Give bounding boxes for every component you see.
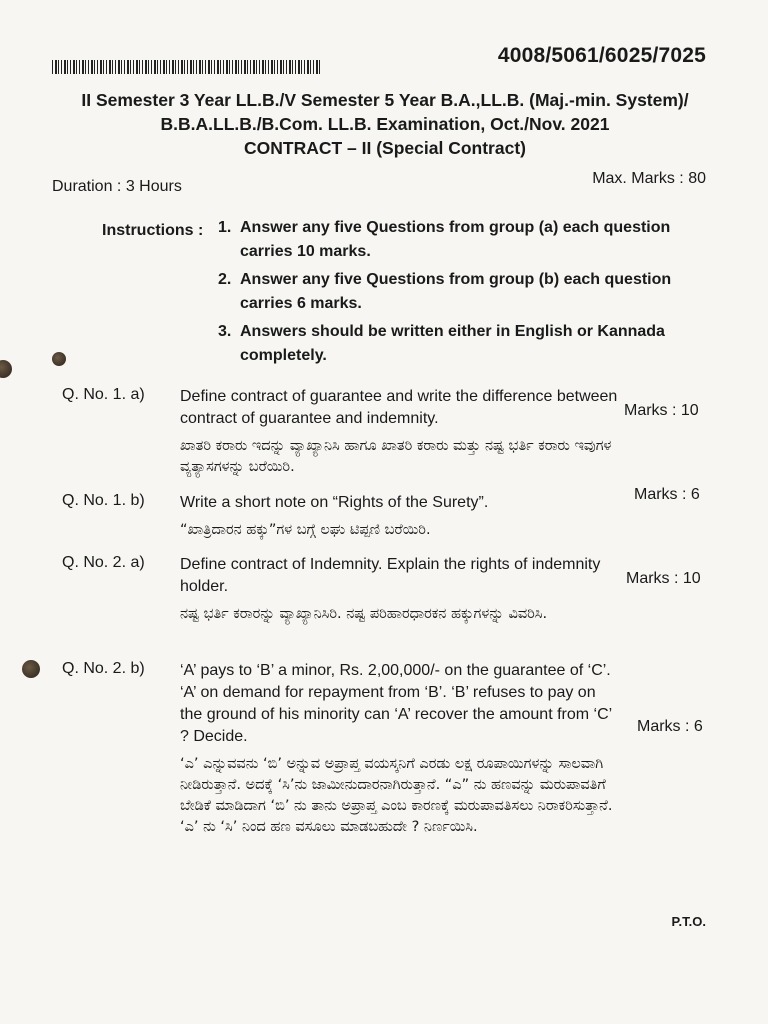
instructions-label: Instructions : (102, 222, 204, 239)
question-kannada: “ಖಾತ್ರಿದಾರನ ಹಕ್ಕು”ಗಳ ಬಗ್ಗೆ ಲಘು ಟಿಪ್ಪಣಿ ಬರೆಯಿರಿ. (180, 522, 431, 538)
exam-code: 4008/5061/6025/7025 (497, 44, 706, 67)
instruction-number: 1. (218, 219, 232, 236)
question-kannada: ‘ಎ’ ಎನ್ನುವವನು ‘ಬಿ’ ಅನ್ನುವ ಅಪ್ರಾಪ್ತ ವಯಸ್ಕನಿಗೆ ಎರಡು ಲಕ್ಷ ರೂಪಾಯಿಗಳನ್ನು ಸಾಲವಾಗಿ ನೀಡಿರುತ್ತಾನೆ. ಅದಕ್ಕೆ ‘ಸಿ’ನು ಜಾಮೀನುದಾರನಾಗಿರುತ್ತಾನೆ. “ಎ” ನು ಹಣವನ್ನು ಮರುಪಾವತಿಗೆ ಬೇಡಿಕೆ ಮಾಡಿದಾಗ ‘ಬಿ’ ನು ತಾನು ಅಪ್ರಾಪ್ತ ಎಂಬ ಕಾರಣಕ್ಕೆ ಮರುಪಾವತಿಸಲು ನಿರಾಕರಿಸುತ್ತಾನೆ. ‘ಎ’ ನು ‘ಸಿ’ ನಿಂದ ಹಣ ವಸೂಲು ಮಾಡಬಹುದೇ ? ನಿರ್ಣಯಿಸಿ. (180, 756, 613, 835)
question-english: ‘A’ pays to ‘B’ a minor, Rs. 2,00,000/- on the guarantee of ‘C’. ‘A’ on demand for repayment from ‘B’. ‘B’ refuses to pay on the ground of his minority can ‘A’ recover the amount from ‘C’ ? Decide. (180, 662, 612, 745)
question-body (180, 660, 620, 838)
question-body (180, 386, 620, 478)
instruction-number: 3. (218, 323, 232, 340)
question-number: Q. No. 2. b) (62, 660, 145, 677)
question-english: Define contract of Indemnity. Explain the rights of indemnity holder. (180, 556, 601, 595)
exam-header (40, 88, 730, 160)
question-marks: Marks : 6 (637, 718, 703, 735)
header-line-1: II Semester 3 Year LL.B./V Semester 5 Year B.A.,LL.B. (Maj.-min. System)/ (81, 90, 689, 110)
punch-hole (52, 352, 66, 366)
duration: Duration : 3 Hours (52, 178, 182, 195)
header-line-3: CONTRACT – II (Special Contract) (244, 138, 526, 158)
instruction-item (218, 320, 688, 368)
header-line-2: B.B.A.LL.B./B.Com. LL.B. Examination, Oct./Nov. 2021 (160, 114, 610, 134)
question-marks: Marks : 10 (626, 570, 701, 587)
question-english: Write a short note on “Rights of the Surety”. (180, 494, 489, 511)
punch-hole (22, 660, 40, 678)
instruction-item (218, 268, 688, 316)
question-number: Q. No. 2. a) (62, 554, 145, 571)
instruction-text: Answer any five Questions from group (a) each question carries 10 marks. (240, 219, 671, 260)
question-kannada: ನಷ್ಟ ಭರ್ತಿ ಕರಾರನ್ನು ವ್ಯಾಖ್ಯಾನಿಸಿರಿ. ನಷ್ಟ ಪರಿಹಾರಧಾರಕನ ಹಕ್ಕುಗಳನ್ನು ವಿವರಿಸಿ. (180, 606, 548, 622)
question-number: Q. No. 1. b) (62, 492, 145, 509)
punch-hole (0, 360, 12, 378)
page-turn-over: P.T.O. (671, 914, 706, 929)
instruction-number: 2. (218, 271, 232, 288)
max-marks: Max. Marks : 80 (592, 170, 706, 187)
instruction-item (218, 216, 688, 264)
question-body (180, 554, 620, 625)
question-marks: Marks : 6 (634, 486, 700, 503)
question-body (180, 492, 620, 541)
question-number: Q. No. 1. a) (62, 386, 145, 403)
question-marks: Marks : 10 (624, 402, 699, 419)
instruction-text: Answer any five Questions from group (b) each question carries 6 marks. (240, 271, 672, 312)
question-english: Define contract of guarantee and write the difference between contract of guarantee and indemnity. (180, 388, 618, 427)
question-kannada: ಖಾತರಿ ಕರಾರು ಇದನ್ನು ವ್ಯಾಖ್ಯಾನಿಸಿ ಹಾಗೂ ಖಾತರಿ ಕರಾರು ಮತ್ತು ನಷ್ಟ ಭರ್ತಿ ಕರಾರು ಇವುಗಳ ವ್ಯತ್ಯಾಸಗಳನ್ನು ಬರೆಯಿರಿ. (180, 438, 612, 475)
barcode (52, 60, 320, 74)
instruction-text: Answers should be written either in English or Kannada completely. (240, 323, 665, 364)
